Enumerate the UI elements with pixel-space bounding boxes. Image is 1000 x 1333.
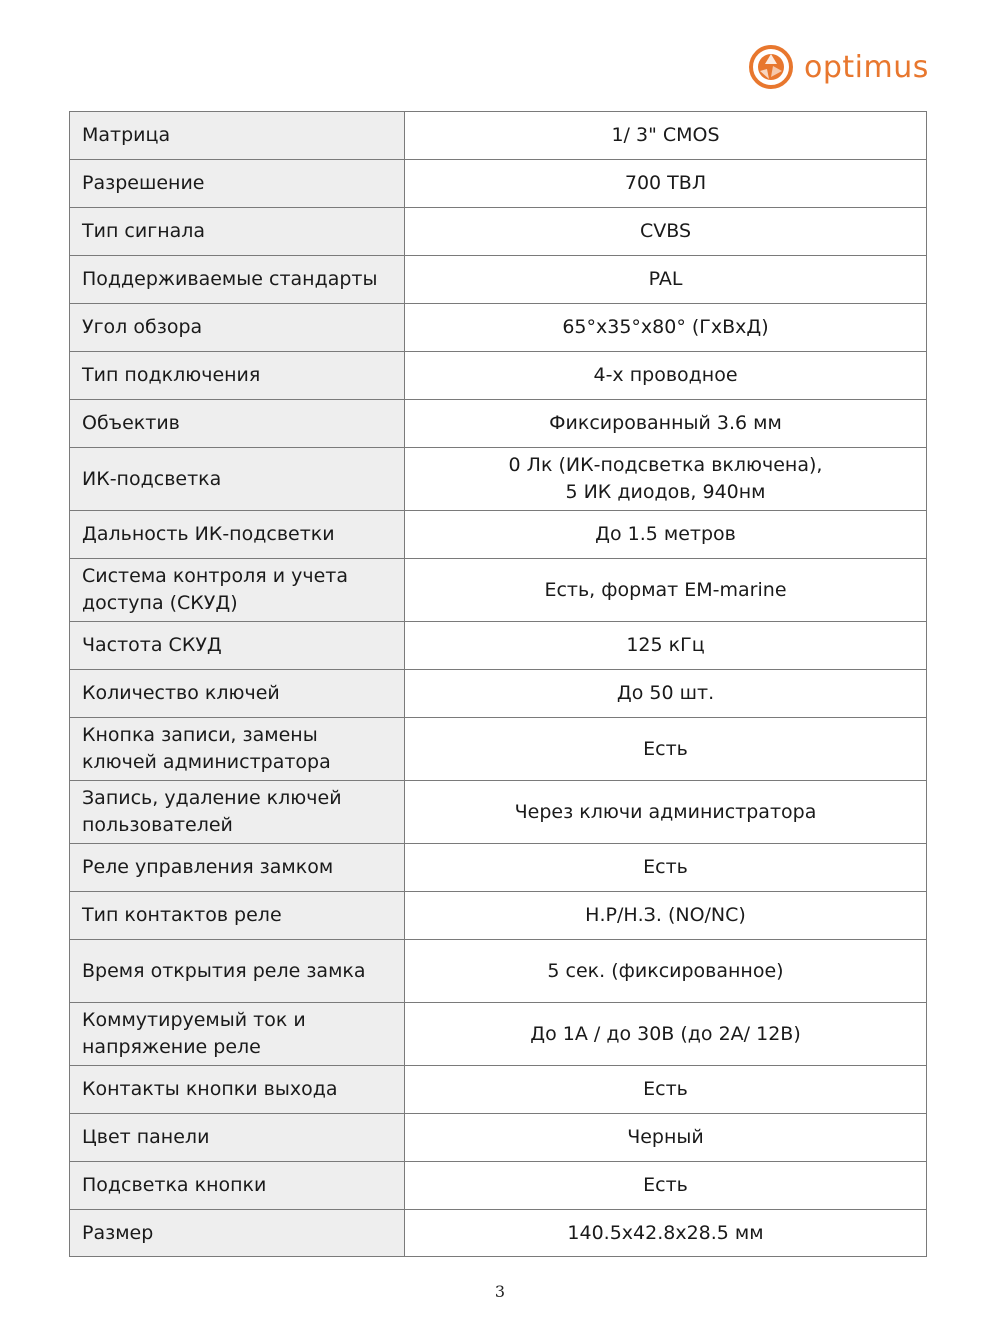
spec-row: [70, 1162, 927, 1210]
aperture-logo-icon: [748, 44, 794, 90]
spec-value: [405, 1066, 927, 1114]
spec-value-line: До 1А / до 30В (до 2А/ 12В): [530, 1022, 801, 1045]
spec-param: Время открытия реле замка: [70, 940, 405, 1003]
spec-value: [405, 400, 927, 448]
spec-value-line: 700 ТВЛ: [624, 172, 707, 194]
spec-value: [405, 844, 927, 892]
spec-value: [405, 670, 927, 718]
spec-param: Кнопка записи, замены ключей администратора: [70, 718, 405, 781]
spec-row: [70, 304, 927, 352]
spec-row: [70, 160, 927, 208]
spec-value-line: 65°x35°x80° (ГхВхД): [562, 316, 769, 338]
spec-param: Частота СКУД: [70, 622, 405, 670]
brand-name: optimus: [804, 49, 929, 85]
spec-value: [405, 511, 927, 559]
spec-param: Разрешение: [70, 160, 405, 208]
spec-value-line: 140.5x42.8x28.5 мм: [567, 1221, 764, 1244]
spec-value: [405, 256, 927, 304]
spec-value-line: 4-х проводное: [593, 364, 738, 386]
spec-row: [70, 1003, 927, 1066]
spec-value: [405, 1162, 927, 1210]
spec-value-line: Есть: [643, 1078, 688, 1100]
spec-value-line: 125 кГц: [626, 634, 705, 656]
spec-value: [405, 622, 927, 670]
spec-value: [405, 448, 927, 511]
spec-param: Запись, удаление ключей пользователей: [70, 781, 405, 844]
spec-value: [405, 1114, 927, 1162]
spec-row: [70, 559, 927, 622]
spec-value: [405, 304, 927, 352]
spec-value-line: PAL: [648, 268, 683, 290]
spec-value-line: До 1.5 метров: [595, 523, 736, 545]
spec-value-line: Есть: [643, 856, 688, 878]
spec-value-line: CVBS: [639, 220, 692, 242]
spec-value: [405, 112, 927, 160]
spec-value-line: Есть, формат EM-marine: [544, 578, 787, 601]
spec-row: [70, 670, 927, 718]
spec-value: [405, 781, 927, 844]
spec-value: [405, 559, 927, 622]
spec-row: [70, 1066, 927, 1114]
spec-row: [70, 718, 927, 781]
spec-param: ИК-подсветка: [70, 448, 405, 511]
spec-row: [70, 940, 927, 1003]
page-number: 3: [494, 1282, 506, 1301]
spec-row: [70, 112, 927, 160]
spec-param: Объектив: [70, 400, 405, 448]
spec-row: [70, 844, 927, 892]
spec-value-line: Н.Р/Н.З. (NO/NC): [585, 904, 746, 926]
spec-value-line: Черный: [627, 1126, 704, 1148]
spec-value-line: Есть: [643, 1174, 688, 1196]
spec-value: [405, 208, 927, 256]
spec-value: [405, 940, 927, 1003]
spec-param: Количество ключей: [70, 670, 405, 718]
spec-param: Размер: [70, 1210, 405, 1257]
spec-row: [70, 1114, 927, 1162]
spec-row: [70, 511, 927, 559]
spec-param: Подсветка кнопки: [70, 1162, 405, 1210]
spec-param: Реле управления замком: [70, 844, 405, 892]
spec-param: Угол обзора: [70, 304, 405, 352]
spec-table: [69, 111, 927, 1257]
spec-row: [70, 400, 927, 448]
spec-param: Тип сигнала: [70, 208, 405, 256]
spec-param: Система контроля и учета доступа (СКУД): [70, 559, 405, 622]
spec-value: [405, 352, 927, 400]
spec-row: [70, 352, 927, 400]
spec-param: Тип подключения: [70, 352, 405, 400]
spec-value: [405, 892, 927, 940]
spec-param: Матрица: [70, 112, 405, 160]
spec-param: Цвет панели: [70, 1114, 405, 1162]
spec-value-line: Через ключи администратора: [514, 800, 817, 823]
spec-row: [70, 208, 927, 256]
spec-value: [405, 718, 927, 781]
spec-param: Тип контактов реле: [70, 892, 405, 940]
spec-row: [70, 622, 927, 670]
spec-row: [70, 892, 927, 940]
spec-row: [70, 448, 927, 511]
spec-value-line: 5 ИК диодов, 940нм: [565, 481, 766, 503]
spec-value-line: 5 сек. (фиксированное): [547, 959, 784, 982]
spec-param: Контакты кнопки выхода: [70, 1066, 405, 1114]
spec-param: Дальность ИК-подсветки: [70, 511, 405, 559]
spec-value-line: До 50 шт.: [616, 682, 715, 704]
spec-param: Коммутируемый ток и напряжение реле: [70, 1003, 405, 1066]
spec-row: [70, 781, 927, 844]
spec-row: [70, 1210, 927, 1257]
brand-logo: [748, 44, 929, 90]
spec-value-line: 1/ 3" CMOS: [611, 124, 720, 146]
spec-value-line: Фиксированный 3.6 мм: [549, 412, 782, 434]
spec-value: [405, 1210, 927, 1257]
spec-value: [405, 160, 927, 208]
spec-row: [70, 256, 927, 304]
spec-value: [405, 1003, 927, 1066]
spec-value-line: 0 Лк (ИК-подсветка включена),: [508, 454, 823, 476]
spec-param: Поддерживаемые стандарты: [70, 256, 405, 304]
spec-value-line: Есть: [643, 737, 688, 760]
